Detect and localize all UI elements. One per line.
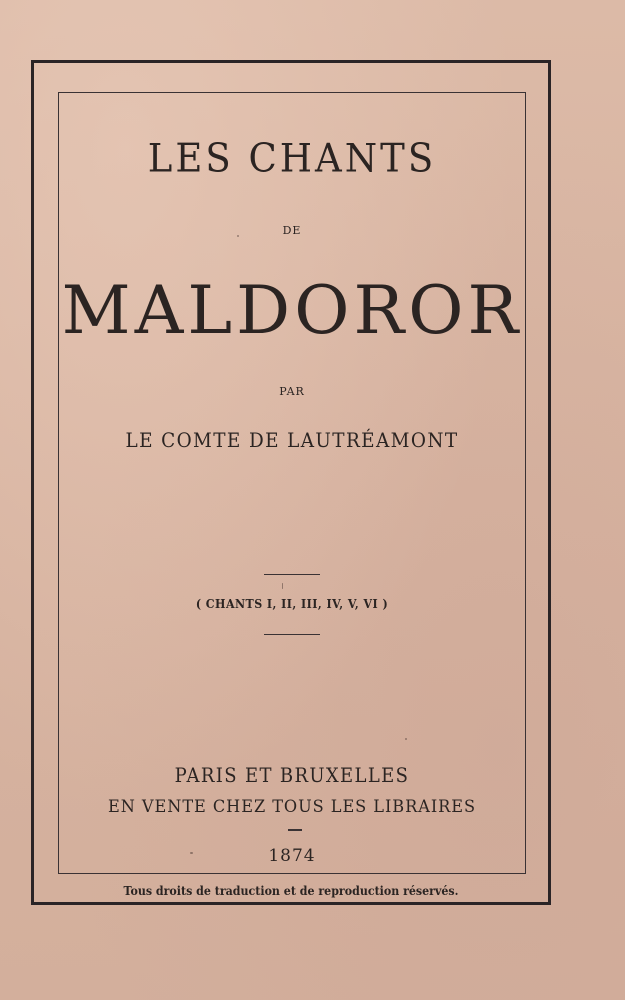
divider-rule-short: [288, 829, 302, 831]
publication-year: 1874: [268, 846, 316, 866]
title-connector-de: DE: [282, 224, 302, 237]
main-title: MALDOROR: [61, 272, 523, 349]
sale-notice: EN VENTE CHEZ TOUS LES LIBRAIRES: [107, 797, 477, 817]
divider-rule-top: [264, 574, 320, 575]
paper-speck: [237, 235, 239, 237]
paper-speck: [405, 738, 407, 740]
author-connector-par: PAR: [279, 385, 305, 398]
title-line-1: LES CHANTS: [147, 135, 437, 182]
rights-notice: Tous droits de traduction et de reproduction réservés.: [123, 884, 459, 898]
divider-rule-bottom: [264, 634, 320, 635]
author-name: LE COMTE DE LAUTRÉAMONT: [125, 428, 459, 452]
inner-border: [58, 92, 526, 874]
publication-place: PARIS ET BRUXELLES: [174, 763, 410, 787]
chants-list: ( CHANTS I, II, III, IV, V, VI ): [195, 597, 389, 611]
paper-speck: [190, 852, 193, 854]
paper-speck: [282, 583, 283, 589]
